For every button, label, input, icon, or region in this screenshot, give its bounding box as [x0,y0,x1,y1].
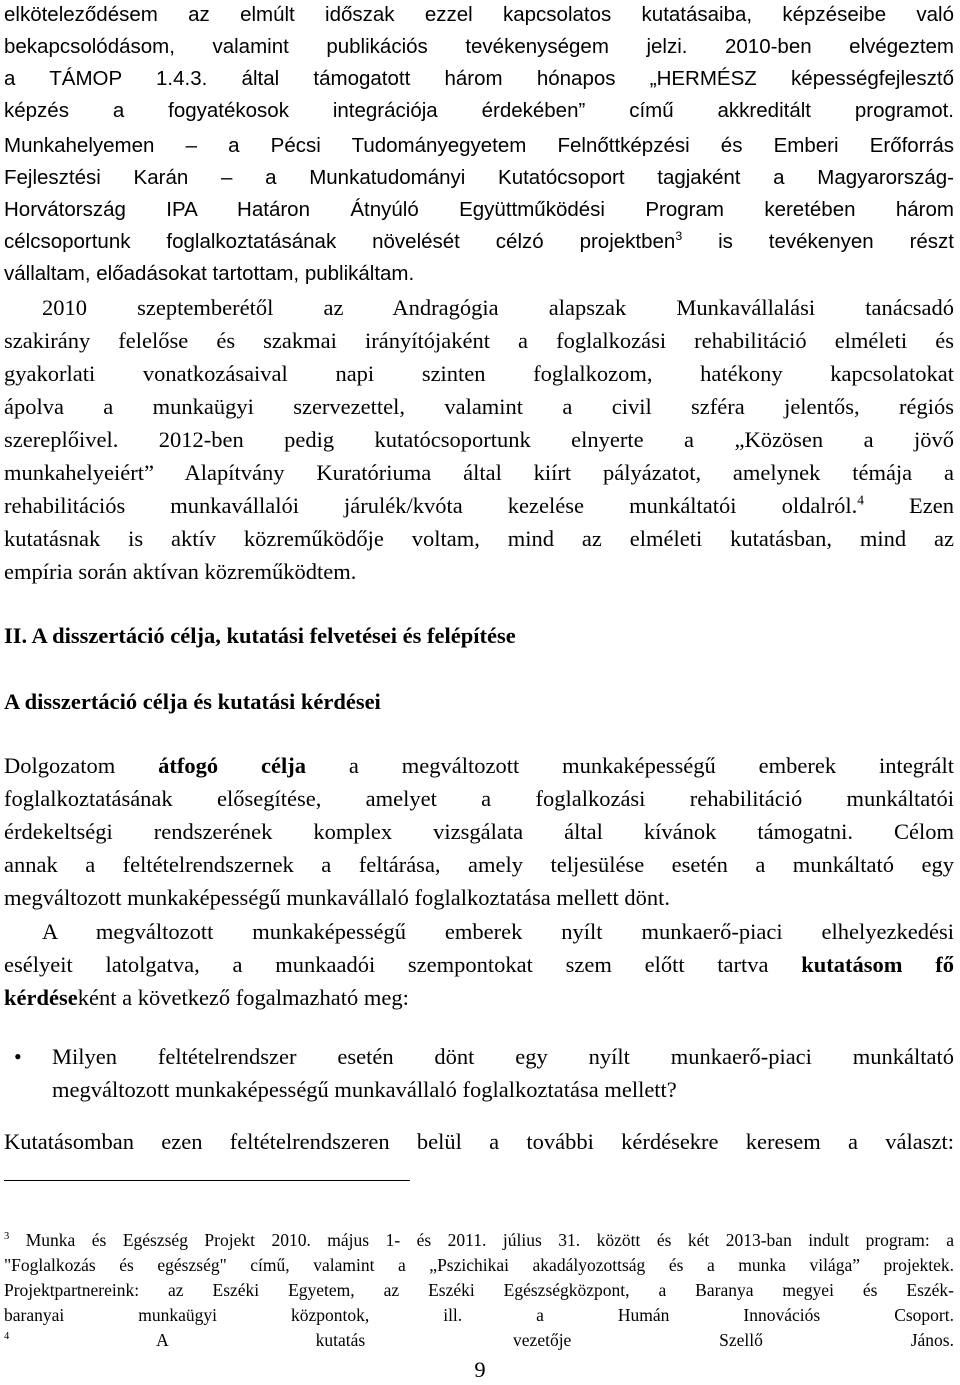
footnote-ref: 3 [675,229,683,244]
text-line: szereplőivel. 2012-ben pedig kutatócsoportunk elnyerte a „Közösen a jövő [4,427,954,452]
footnote-text: A kutatás vezetője Szellő János. [156,1330,954,1350]
footnote-text: Munka és Egészség Projekt 2010. május 1- és 2011. július 31. között és két 2013-ban indult program: a [25,1230,954,1250]
text-line [4,983,954,1013]
text-line: gyakorlati vonatkozásaival napi szinten foglalkozom, hatékony kapcsolatokat [4,361,954,386]
text-line: empíria során aktívan közreműködtem. [4,559,357,584]
text-fragment: is tevékenyen részt [718,230,954,253]
text-line: kutatásnak is aktív közreműködője voltam, mind az elméleti kutatásban, mind az [4,526,954,551]
text-line: foglalkoztatásának elősegítése, amelyet a foglalkozási rehabilitáció munkáltatói [4,786,954,811]
footnote-number: 4 [4,1331,10,1343]
footnote-line: Projektpartnereink: az Eszéki Egyetem, az Eszéki Egészségközpont, a Baranya megyei és Eszék- [4,1280,954,1300]
text-line: 2010 szeptemberétől az Andragógia alapszak Munkavállalási tanácsadó [42,295,954,320]
text-fragment: a megváltozott munkaképességű emberek integrált [348,753,954,778]
subsection-heading: A disszertáció célja és kutatási kérdései [4,689,381,714]
text-fragment: célcsoportunk foglalkoztatásának növelését célzó projektben [4,230,676,253]
text-fragment: rehabilitációs munkavállalói járulék/kvóta kezelése munkáltatói oldalról. [4,493,858,518]
footnote-line: "Foglalkozás és egészség" című, valamint a „Pszichikai akadályozottság és a munka világa” projektek. [4,1255,954,1275]
emphasis-text: kutatásom fő [801,952,954,977]
text-line: elköteleződésem az elmúlt időszak ezzel kapcsolatos kutatásaiba, képzéseibe való [4,3,954,26]
footnote-separator [4,1180,410,1181]
text-line: munkahelyeiért” Alapítvány Kuratóriuma által kiírt pályázatot, amelynek témája a [4,460,954,485]
bullet-line: Milyen feltételrendszer esetén dönt egy nyílt munkaerő-piaci munkáltató [52,1044,954,1069]
text-line: képzés a fogyatékosok integrációja érdekében” című akkreditált programot. [4,99,954,122]
page-number: 9 [474,1357,486,1382]
text-line: Horvátország IPA Határon Átnyúló Együttműködési Program keretében három [4,198,954,221]
text-fragment: Dolgozatom [4,753,116,778]
text-line: annak a feltételrendszernek a feltárása, amely teljesülése esetén a munkáltató egy [4,852,954,877]
text-fragment: Ezen [909,493,954,518]
text-line: szakirány felelőse és szakmai irányítójaként a foglalkozási rehabilitáció elméleti és [4,328,954,353]
text-line: A megváltozott munkaképességű emberek nyílt munkaerő-piaci elhelyezkedési [42,919,954,944]
emphasis-text: átfogó célja [158,753,306,778]
footnote-line [4,1228,954,1252]
text-line: Fejlesztési Karán – a Munkatudományi Kutatócsoport tagjaként a Magyarország- [4,166,954,189]
text-line: vállaltam, előadásokat tartottam, publikáltam. [4,262,415,285]
emphasis-text: kérdése [4,985,78,1010]
footnote-number: 3 [4,1231,10,1243]
text-line [4,227,954,257]
section-heading: II. A disszertáció célja, kutatási felvetései és felépítése [4,623,516,648]
bullet-icon: • [14,1044,22,1069]
footnote-ref: 4 [857,492,864,508]
text-fragment: esélyeit latolgatva, a munkaadói szempontokat szem előtt tartva [4,952,769,977]
text-line: a TÁMOP 1.4.3. által támogatott három hónapos „HERMÉSZ képességfejlesztő [4,67,954,90]
text-line: érdekeltségi rendszerének komplex vizsgálata által kívánok támogatni. Célom [4,819,954,844]
text-line: ápolva a munkaügyi szervezettel, valamint a civil szféra jelentős, régiós [4,394,954,419]
footnote-line: baranyai munkaügyi központok, ill. a Humán Innovációs Csoport. [4,1305,954,1325]
text-line: Kutatásomban ezen feltételrendszeren belül a további kérdésekre keresem a választ: [4,1129,954,1154]
text-line: Munkahelyemen – a Pécsi Tudományegyetem Felnőttképzési és Emberi Erőforrás [4,134,954,157]
text-line [4,950,954,980]
bullet-line: megváltozott munkaképességű munkavállaló foglalkoztatása mellett? [52,1077,677,1102]
text-line [4,751,954,781]
text-line: megváltozott munkaképességű munkavállaló foglalkoztatása mellett dönt. [4,885,671,910]
text-line [4,491,954,521]
text-line: bekapcsolódásom, valamint publikációs tevékenységem jelzi. 2010-ben elvégeztem [4,35,954,58]
footnote-line [4,1328,954,1352]
text-fragment: ként a következő fogalmazható meg: [77,985,409,1010]
